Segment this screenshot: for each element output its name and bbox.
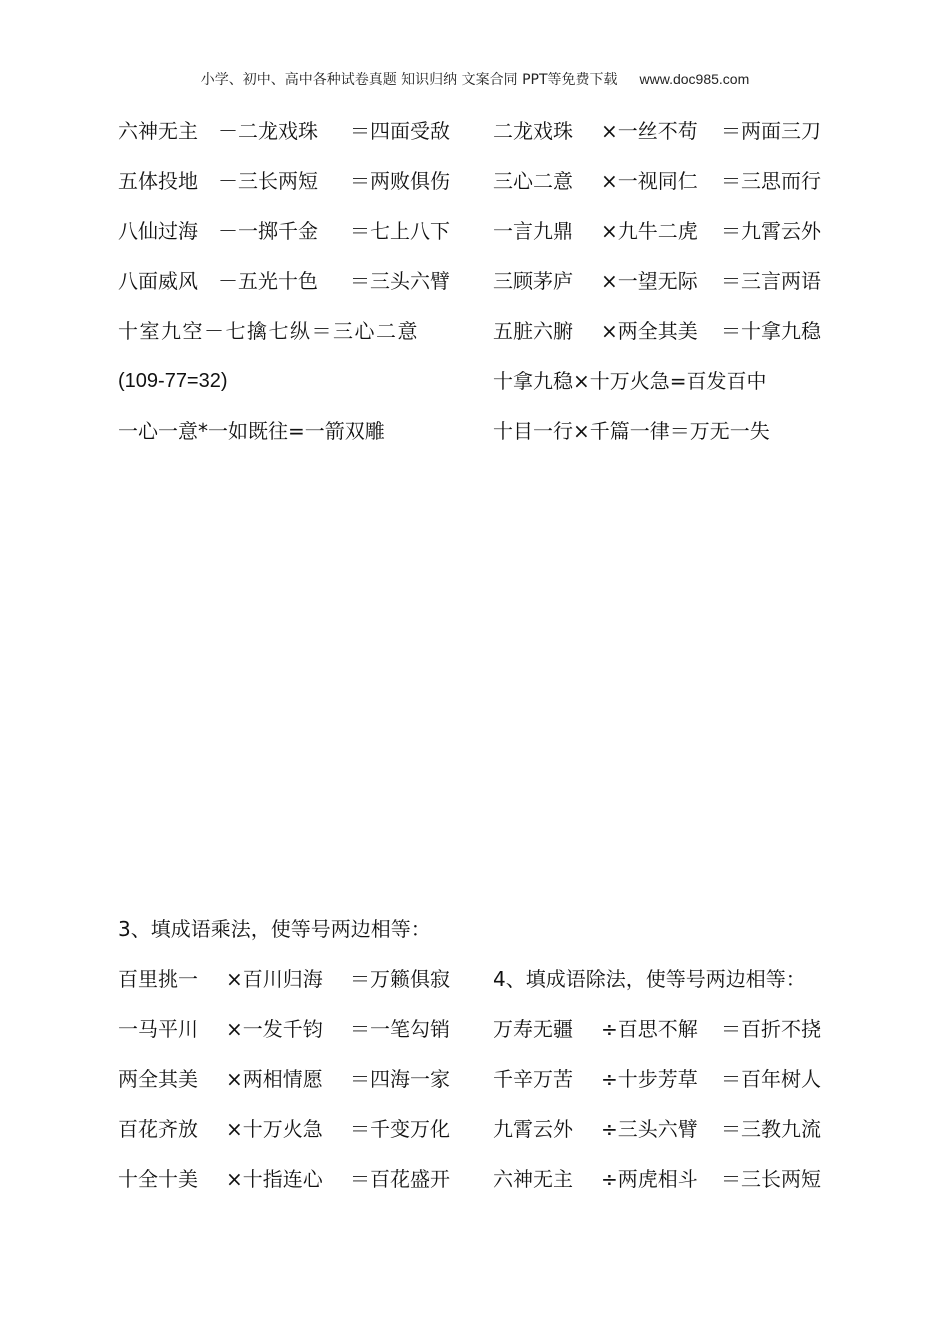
idiom-b: ÷十步芳草 bbox=[601, 1067, 698, 1091]
idiom-result: ＝七上八下 bbox=[350, 219, 450, 243]
idiom-result: ＝千变万化 bbox=[350, 1117, 450, 1141]
idiom-b: －三长两短 bbox=[218, 169, 318, 193]
idiom-a: 五体投地 bbox=[118, 169, 198, 193]
equation-text: 十拿九稳×十万火急=百发百中 bbox=[493, 369, 767, 393]
idiom-b: ×一视同仁 bbox=[601, 169, 698, 193]
idiom-b: －五光十色 bbox=[218, 269, 318, 293]
idiom-a: 十全十美 bbox=[118, 1167, 198, 1191]
idiom-a: 三顾茅庐 bbox=[493, 269, 573, 293]
idiom-result: ＝三言两语 bbox=[721, 269, 821, 293]
idiom-a: 百花齐放 bbox=[118, 1117, 198, 1141]
idiom-result: ＝万籁俱寂 bbox=[350, 967, 450, 991]
idiom-result: ＝百年树人 bbox=[721, 1067, 821, 1091]
header-text: 小学、初中、高中各种试卷真题 知识归纳 文案合同 PPT等免费下载 bbox=[200, 72, 618, 88]
equation-text: 十目一行×千篇一律＝万无一失 bbox=[493, 419, 770, 443]
header-url[interactable]: www.doc985.com bbox=[639, 71, 750, 87]
idiom-b: ×十指连心 bbox=[226, 1167, 323, 1191]
page-header bbox=[0, 69, 950, 89]
idiom-result: ＝九霄云外 bbox=[721, 219, 821, 243]
idiom-b: ×百川归海 bbox=[226, 967, 323, 991]
idiom-b: ×两全其美 bbox=[601, 319, 698, 343]
section-title-text: 3、填成语乘法，使等号两边相等： bbox=[118, 917, 431, 941]
idiom-a: 五脏六腑 bbox=[493, 319, 573, 343]
idiom-b: ×一丝不苟 bbox=[601, 119, 698, 143]
idiom-result: ＝百折不挠 bbox=[721, 1017, 821, 1041]
idiom-result: ＝三思而行 bbox=[721, 169, 821, 193]
idiom-result: ＝四面受敌 bbox=[350, 119, 450, 143]
idiom-a: 两全其美 bbox=[118, 1067, 198, 1091]
idiom-result: ＝四海一家 bbox=[350, 1067, 450, 1091]
idiom-result: ＝三教九流 bbox=[721, 1117, 821, 1141]
idiom-a: 一言九鼎 bbox=[493, 219, 573, 243]
idiom-a: 六神无主 bbox=[493, 1167, 573, 1191]
idiom-a: 万寿无疆 bbox=[493, 1017, 573, 1041]
idiom-result: ＝百花盛开 bbox=[350, 1167, 450, 1191]
idiom-b: ×九牛二虎 bbox=[601, 219, 698, 243]
idiom-result: ＝一笔勾销 bbox=[350, 1017, 450, 1041]
idiom-b: －二龙戏珠 bbox=[218, 119, 318, 143]
equation-text: 一心一意*一如既往=一箭双雕 bbox=[118, 419, 385, 443]
idiom-a: 九霄云外 bbox=[493, 1117, 573, 1141]
idiom-b: ÷百思不解 bbox=[601, 1017, 698, 1041]
section-title-text: 4、填成语除法，使等号两边相等： bbox=[493, 967, 806, 991]
idiom-result: ＝三长两短 bbox=[721, 1167, 821, 1191]
idiom-a: 八面威风 bbox=[118, 269, 198, 293]
idiom-result: ＝三头六臂 bbox=[350, 269, 450, 293]
idiom-a: 千辛万苦 bbox=[493, 1067, 573, 1091]
idiom-b: ×一望无际 bbox=[601, 269, 698, 293]
idiom-a: 六神无主 bbox=[118, 119, 198, 143]
idiom-b: ÷两虎相斗 bbox=[601, 1167, 698, 1191]
idiom-a: 三心二意 bbox=[493, 169, 573, 193]
number-check-text: (109-77=32) bbox=[118, 370, 228, 392]
idiom-a: 百里挑一 bbox=[118, 967, 198, 991]
idiom-b: ×两相情愿 bbox=[226, 1067, 323, 1091]
idiom-b: ×一发千钧 bbox=[226, 1017, 323, 1041]
idiom-b: ÷三头六臂 bbox=[601, 1117, 698, 1141]
idiom-a: 八仙过海 bbox=[118, 219, 198, 243]
idiom-b: ×十万火急 bbox=[226, 1117, 323, 1141]
idiom-b: －一掷千金 bbox=[218, 219, 318, 243]
idiom-a: 二龙戏珠 bbox=[493, 119, 573, 143]
idiom-result: ＝两面三刀 bbox=[721, 119, 821, 143]
idiom-result: ＝两败俱伤 bbox=[350, 169, 450, 193]
idiom-result: ＝十拿九稳 bbox=[721, 319, 821, 343]
equation-text: 十室九空－七擒七纵＝三心二意 bbox=[118, 319, 419, 343]
idiom-a: 一马平川 bbox=[118, 1017, 198, 1041]
